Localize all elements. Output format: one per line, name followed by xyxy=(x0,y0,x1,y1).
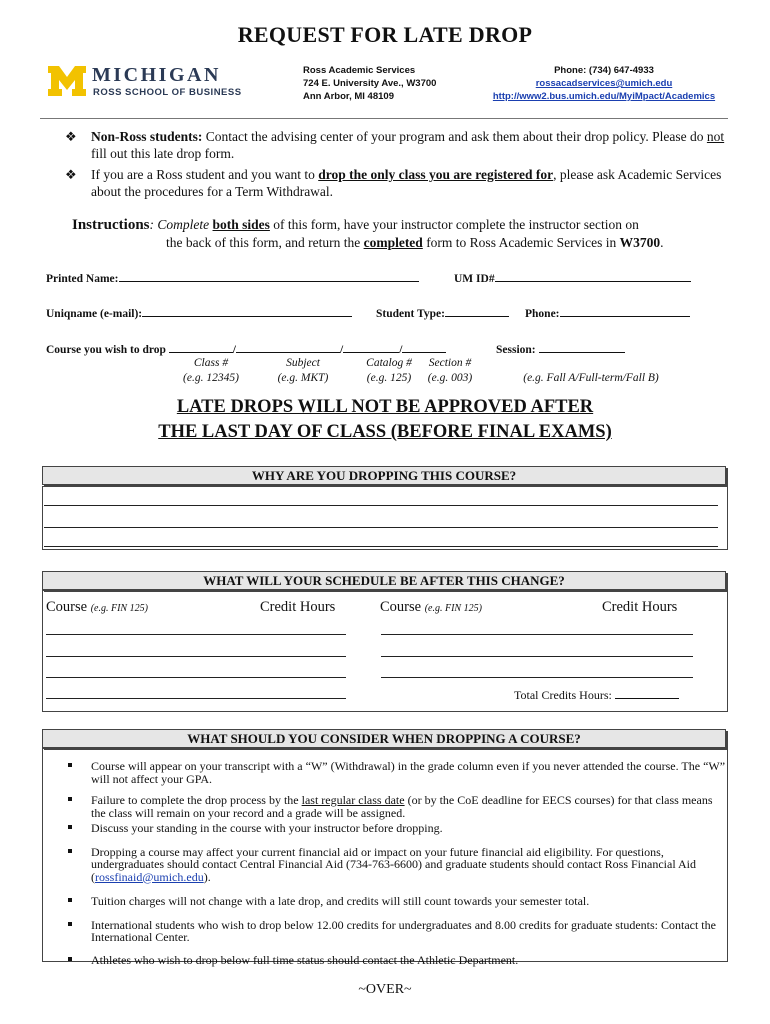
consider-item xyxy=(62,895,728,908)
schedule-entry-line[interactable] xyxy=(46,677,346,678)
instructions-text: the back of this form, and return the xyxy=(166,235,364,250)
catalog-hint xyxy=(356,356,422,386)
consider-item xyxy=(62,760,728,785)
session-hint: (e.g. Fall A/Full-term/Fall B) xyxy=(523,372,659,384)
field-label: Uniqname (e-mail): xyxy=(46,308,143,320)
phone-input[interactable] xyxy=(560,304,690,317)
over-indicator: ~OVER~ xyxy=(358,982,412,997)
square-bullet-icon xyxy=(68,957,72,961)
address-line: 724 E. University Ave., W3700 xyxy=(303,78,437,89)
note-text: fill out this late drop form. xyxy=(91,146,235,161)
umid-input[interactable] xyxy=(495,269,691,282)
consider-text: Dropping a course may affect your current financial aid or impact on your future financial aid eligibility. For questions, undergraduates should contact Central Financial Aid (734-763-6600) and graduate students should contact Ross Financial Aid ( xyxy=(91,844,696,884)
financial-aid-email-link[interactable]: rossfinaid@umich.edu xyxy=(95,869,204,884)
office-address xyxy=(303,64,436,103)
why-answer-line[interactable] xyxy=(44,546,718,547)
consider-text: Course will appear on your transcript with a “W” (Withdrawal) in the grade column even if you never attended the course. The “W” will not affect your GPA. xyxy=(91,759,726,786)
printed-name-input[interactable] xyxy=(119,269,419,282)
class-number-input[interactable] xyxy=(169,340,233,353)
note-emphasis: not xyxy=(706,129,725,144)
block-m-logo-icon xyxy=(48,66,86,96)
why-answer-line[interactable] xyxy=(44,505,718,506)
printed-name-field xyxy=(46,269,419,285)
header-divider xyxy=(40,118,728,119)
field-label: Printed Name: xyxy=(46,273,119,285)
office-contact xyxy=(484,64,724,103)
hint-example: (e.g. 003) xyxy=(427,372,473,384)
square-bullet-icon xyxy=(68,825,72,829)
schedule-entry-line[interactable] xyxy=(46,634,346,635)
address-line: Ross Academic Services xyxy=(303,65,416,76)
why-box xyxy=(42,486,728,550)
section-number-input[interactable] xyxy=(402,340,446,353)
instructions-text: of this form, have your instructor complete the instructor section on xyxy=(269,217,639,232)
uniqname-input[interactable] xyxy=(142,304,352,317)
field-label: Student Type: xyxy=(376,308,445,320)
schedule-entry-line[interactable] xyxy=(381,677,693,678)
website-link[interactable]: http://www2.bus.umich.edu/MyiMpact/Academics xyxy=(492,91,716,102)
credit-hours-column-header: Credit Hours xyxy=(260,599,336,615)
why-answer-line[interactable] xyxy=(44,527,718,528)
student-type-input[interactable] xyxy=(445,304,509,317)
eligibility-notes xyxy=(65,128,735,204)
hint-example: (e.g. 12345) xyxy=(183,372,239,384)
subject-input[interactable] xyxy=(236,340,340,353)
instructions-label: Instructions xyxy=(72,217,150,233)
separator: / xyxy=(399,344,403,356)
instructions-text: form to Ross Academic Services in xyxy=(422,235,620,250)
schedule-entry-line[interactable] xyxy=(381,634,693,635)
column-label: Course xyxy=(46,599,91,615)
field-label: Total Credits Hours: xyxy=(514,688,612,702)
square-bullet-icon xyxy=(68,922,72,926)
consider-emphasis: last regular class date xyxy=(301,793,405,807)
instructions-text: . xyxy=(660,235,664,250)
hint-example: (e.g. 125) xyxy=(366,372,412,384)
square-bullet-icon xyxy=(68,763,72,767)
consider-text: International students who wish to drop below 12.00 credits for undergraduates and 8.00 credits for graduate students: Contact the International Center. xyxy=(91,917,716,944)
section-hint xyxy=(420,356,480,386)
note-text: Contact the advising center of your program and ask them about their drop policy. Please do xyxy=(202,129,707,144)
schedule-entry-line[interactable] xyxy=(381,656,693,657)
hint-label: Subject xyxy=(286,357,320,369)
consider-heading: WHAT SHOULD YOU CONSIDER WHEN DROPPING A COURSE? xyxy=(42,729,726,748)
schedule-entry-line[interactable] xyxy=(46,656,346,657)
column-hint: (e.g. FIN 125) xyxy=(424,603,482,614)
warning-line: LATE DROPS WILL NOT BE APPROVED AFTER xyxy=(176,397,594,417)
consider-text: Discuss your standing in the course with your instructor before dropping. xyxy=(91,821,443,835)
diamond-bullet-icon: ❖ xyxy=(65,129,77,144)
square-bullet-icon xyxy=(68,849,72,853)
separator: / xyxy=(232,344,236,356)
late-drop-warning xyxy=(0,395,770,445)
schedule-heading: WHAT WILL YOUR SCHEDULE BE AFTER THIS CHANGE? xyxy=(42,571,726,590)
email-link[interactable]: rossacadservices@umich.edu xyxy=(535,78,673,89)
course-drop-field xyxy=(46,340,446,356)
instructions-text: : Complete xyxy=(149,217,213,232)
square-bullet-icon xyxy=(68,898,72,902)
field-label: UM ID# xyxy=(454,273,495,285)
hint-label: Catalog # xyxy=(366,357,412,369)
phone-number: Phone: (734) 647-4933 xyxy=(554,65,654,76)
total-credits-input[interactable] xyxy=(615,686,679,699)
hint-label: Section # xyxy=(428,357,472,369)
schedule-entry-line[interactable] xyxy=(46,698,346,699)
consider-text: Tuition charges will not change with a late drop, and credits will still count towards your semester total. xyxy=(91,894,590,908)
instructions-emphasis: both sides xyxy=(212,217,270,232)
note-term-withdrawal xyxy=(65,166,735,200)
consider-item xyxy=(62,846,728,884)
note-bold: Non-Ross students: xyxy=(91,129,203,144)
warning-line: THE LAST DAY OF CLASS (BEFORE FINAL EXAMS) xyxy=(158,422,612,442)
session-field xyxy=(496,340,625,356)
consider-text: Failure to complete the drop process by the xyxy=(91,793,302,807)
page-title: REQUEST FOR LATE DROP xyxy=(237,22,533,47)
hint-label: Class # xyxy=(193,357,229,369)
why-heading: WHY ARE YOU DROPPING THIS COURSE? xyxy=(42,466,726,485)
student-type-field xyxy=(376,304,509,320)
room-number: W3700 xyxy=(619,235,661,250)
session-input[interactable] xyxy=(539,340,625,353)
logo-wordmark: MICHIGAN xyxy=(92,64,221,86)
diamond-bullet-icon: ❖ xyxy=(65,167,77,182)
consider-text: ). xyxy=(203,869,211,884)
field-label: Course you wish to drop xyxy=(46,344,166,356)
total-credits-field xyxy=(514,686,679,703)
column-label: Course xyxy=(380,599,425,615)
subject-hint xyxy=(266,356,340,386)
class-number-hint xyxy=(176,356,246,386)
consider-text: (or by the CoE deadline for EECS courses) for that class means the class will remain on your record and a grade will be assigned. xyxy=(91,793,713,820)
consider-item xyxy=(62,822,728,835)
course-column-header xyxy=(46,599,148,616)
hint-example: (e.g. MKT) xyxy=(277,372,329,384)
field-label: Session: xyxy=(496,344,536,356)
field-label: Phone: xyxy=(525,308,560,320)
logo-school-name: ROSS SCHOOL OF BUSINESS xyxy=(93,87,242,98)
instructions xyxy=(72,216,732,251)
note-text: If you are a Ross student and you want to xyxy=(91,167,319,182)
umid-field xyxy=(454,269,691,285)
consider-item xyxy=(62,794,728,819)
consider-text: Athletes who wish to drop below full time status should contact the Athletic Department. xyxy=(91,952,519,967)
column-hint: (e.g. FIN 125) xyxy=(90,603,148,614)
uniqname-field xyxy=(46,304,352,320)
separator: / xyxy=(340,344,344,356)
address-line: Ann Arbor, MI 48109 xyxy=(303,91,394,102)
consider-item xyxy=(62,919,728,944)
phone-field xyxy=(525,304,690,320)
consider-item xyxy=(62,954,728,967)
note-emphasis: drop the only class you are registered for xyxy=(318,167,554,182)
consider-list xyxy=(62,760,728,975)
note-text: , please ask Academic Services about the procedures for a Term Withdrawal. xyxy=(91,167,722,199)
course-column-header xyxy=(380,599,482,616)
credit-hours-column-header: Credit Hours xyxy=(602,599,678,615)
instructions-emphasis: completed xyxy=(363,235,423,250)
note-non-ross xyxy=(65,128,735,162)
catalog-number-input[interactable] xyxy=(343,340,399,353)
square-bullet-icon xyxy=(68,797,72,801)
